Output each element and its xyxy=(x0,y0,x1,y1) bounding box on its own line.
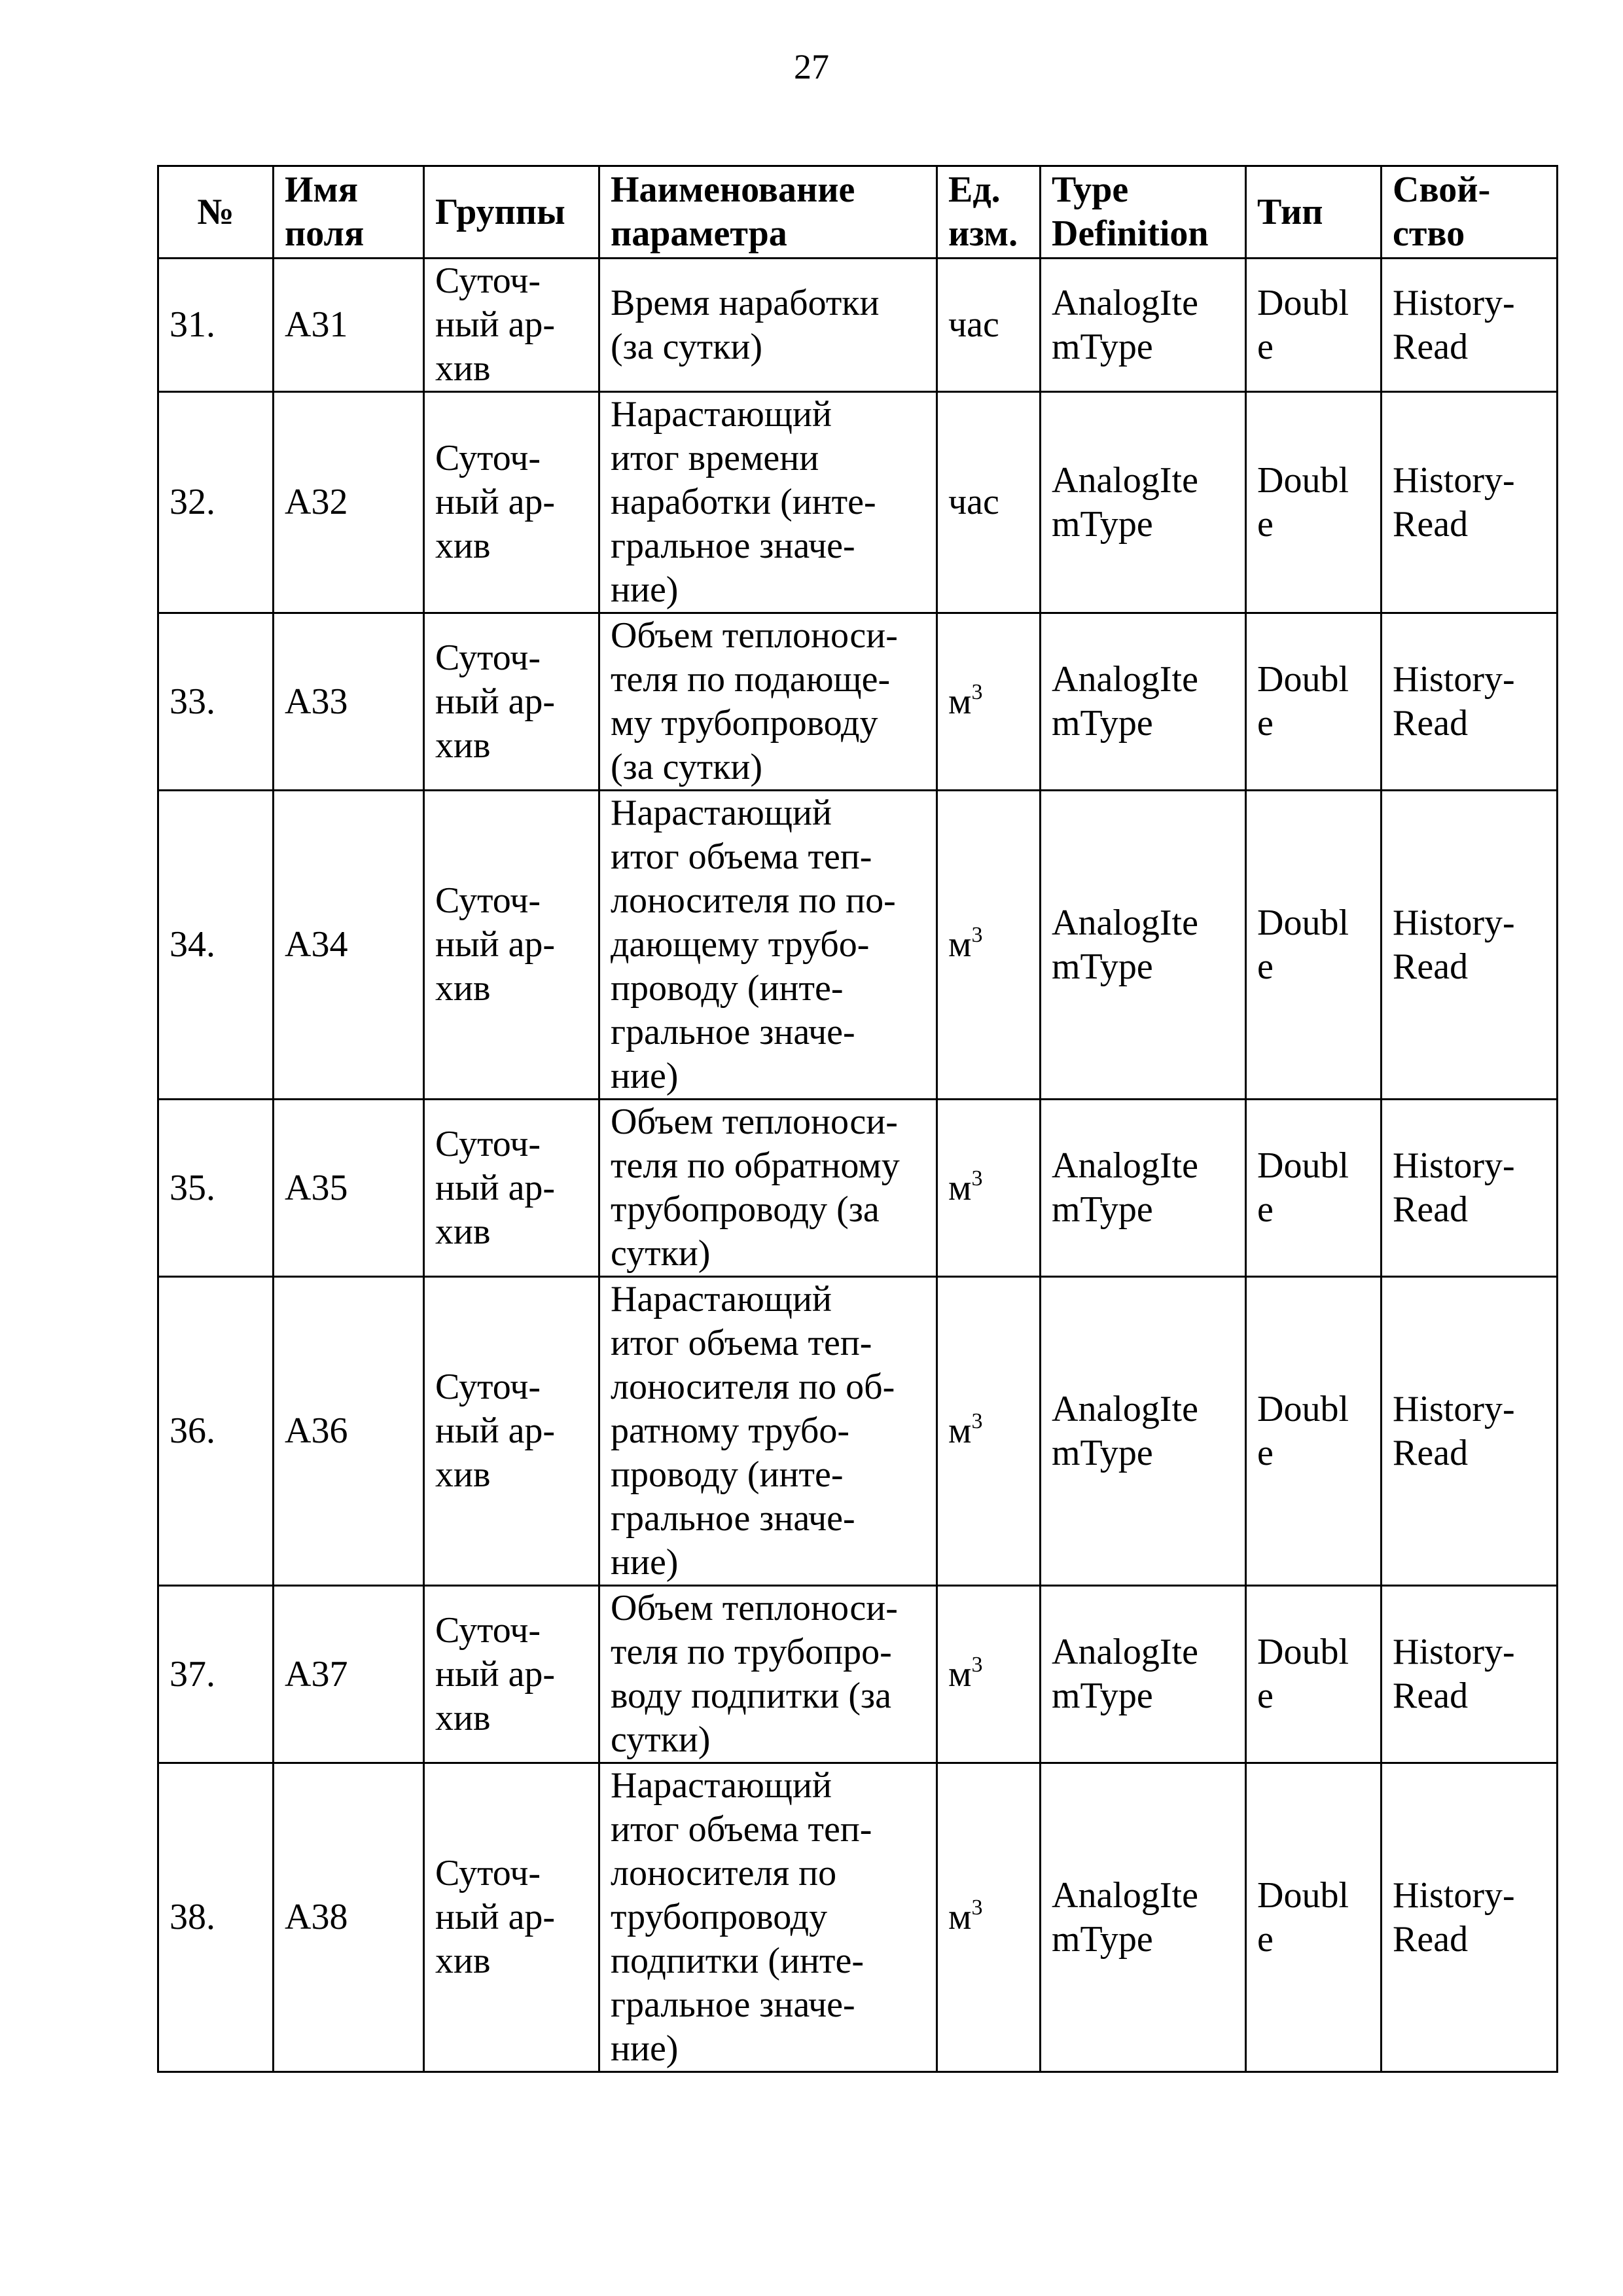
cell-line: History- xyxy=(1393,1388,1515,1429)
cell-line: теля по подающе- xyxy=(611,659,891,700)
header-data-type: Тип xyxy=(1246,166,1382,259)
header-type-definition xyxy=(1041,166,1246,259)
group-name xyxy=(424,613,599,791)
cell-line: Суточ- xyxy=(435,260,541,301)
type-definition xyxy=(1041,1277,1246,1586)
cell-line: наработки (инте- xyxy=(611,482,876,522)
cell-line: e xyxy=(1257,703,1274,744)
cell-line: History- xyxy=(1393,459,1515,501)
table-row xyxy=(158,1586,1558,1763)
cell-text: час xyxy=(948,304,999,345)
unit-superscript: 3 xyxy=(971,1652,983,1677)
cell-line: (за сутки) xyxy=(611,747,763,787)
table-header-row xyxy=(158,166,1558,259)
cell-line: лоносителя по xyxy=(611,1853,837,1893)
header-line: Definition xyxy=(1052,213,1209,254)
cell-line: AnalogIte xyxy=(1052,659,1198,700)
unit xyxy=(937,1763,1041,2072)
cell-line: AnalogIte xyxy=(1052,1388,1198,1429)
cell-line: Суточ- xyxy=(435,1367,541,1407)
data-type xyxy=(1246,791,1382,1100)
header-line: параметра xyxy=(611,213,787,254)
parameter-name xyxy=(599,613,937,791)
group-name xyxy=(424,791,599,1100)
table-row xyxy=(158,392,1558,613)
cell-line: ный ар- xyxy=(435,304,556,345)
data-type xyxy=(1246,1277,1382,1586)
row-number: 34. xyxy=(158,791,274,1100)
type-definition xyxy=(1041,1763,1246,2072)
cell-line: Doubl xyxy=(1257,659,1349,700)
cell-line: гральное значе- xyxy=(611,1012,855,1052)
group-name xyxy=(424,1100,599,1277)
field-name: A37 xyxy=(274,1586,424,1763)
cell-line: Суточ- xyxy=(435,1853,541,1893)
cell-line: хив xyxy=(435,1941,491,1981)
header-property xyxy=(1382,166,1558,259)
field-name: A38 xyxy=(274,1763,424,2072)
cell-line: mType xyxy=(1052,1432,1153,1473)
header-line: изм. xyxy=(948,213,1018,254)
field-name: A32 xyxy=(274,392,424,613)
cell-line: итог объема теп- xyxy=(611,1809,872,1850)
cell-line: Суточ- xyxy=(435,1123,541,1164)
unit-superscript: 3 xyxy=(971,1409,983,1433)
property xyxy=(1382,791,1558,1100)
cell-line: гральное значе- xyxy=(611,1984,855,2025)
table-body xyxy=(158,259,1558,2072)
cell-line: ный ар- xyxy=(435,681,556,722)
cell-line: e xyxy=(1257,946,1274,987)
cell-line: e xyxy=(1257,326,1274,367)
field-name: A31 xyxy=(274,259,424,392)
cell-line: хив xyxy=(435,1454,491,1495)
cell-line: Doubl xyxy=(1257,1874,1349,1916)
cell-line: History- xyxy=(1393,1874,1515,1916)
data-type xyxy=(1246,1586,1382,1763)
parameter-name xyxy=(599,392,937,613)
cell-line: AnalogIte xyxy=(1052,1145,1198,1186)
cell-line: Нарастающий xyxy=(611,1279,832,1319)
data-type xyxy=(1246,613,1382,791)
table-row xyxy=(158,1277,1558,1586)
unit xyxy=(937,1586,1041,1763)
cell-text: м xyxy=(948,681,972,722)
cell-line: дающему трубо- xyxy=(611,924,870,965)
cell-line: трубопроводу xyxy=(611,1897,828,1937)
cell-line: Doubl xyxy=(1257,1632,1349,1672)
cell-line: итог объема теп- xyxy=(611,836,872,877)
header-line: Свой- xyxy=(1393,170,1491,210)
field-name: A34 xyxy=(274,791,424,1100)
cell-line: ный ар- xyxy=(435,1410,556,1451)
cell-line: лоносителя по об- xyxy=(611,1367,895,1407)
unit xyxy=(937,613,1041,791)
field-name: A36 xyxy=(274,1277,424,1586)
cell-line: e xyxy=(1257,1676,1274,1716)
cell-line: Суточ- xyxy=(435,438,541,478)
property xyxy=(1382,1100,1558,1277)
group-name xyxy=(424,1277,599,1586)
parameter-name xyxy=(599,1277,937,1586)
parameter-name xyxy=(599,791,937,1100)
cell-line: History- xyxy=(1393,1632,1515,1672)
cell-line: хив xyxy=(435,526,491,566)
property xyxy=(1382,1277,1558,1586)
cell-text: м xyxy=(948,1653,972,1695)
type-definition xyxy=(1041,392,1246,613)
parameters-table xyxy=(157,165,1558,2073)
cell-line: mType xyxy=(1052,503,1153,545)
data-type xyxy=(1246,1763,1382,2072)
cell-line: (за сутки) xyxy=(611,326,763,367)
cell-line: проводу (инте- xyxy=(611,1454,844,1495)
cell-line: ный ар- xyxy=(435,1167,556,1208)
cell-line: ный ар- xyxy=(435,1653,556,1695)
cell-line: Нарастающий xyxy=(611,793,832,833)
cell-line: ние) xyxy=(611,1056,679,1096)
header-unit xyxy=(937,166,1041,259)
cell-line: Нарастающий xyxy=(611,394,832,435)
unit xyxy=(937,259,1041,392)
cell-line: Read xyxy=(1393,1676,1469,1716)
row-number: 38. xyxy=(158,1763,274,2072)
header-line: Type xyxy=(1052,170,1129,210)
header-line: поля xyxy=(285,213,365,254)
header-line: ство xyxy=(1393,213,1465,254)
cell-text: м xyxy=(948,1167,972,1208)
property xyxy=(1382,259,1558,392)
cell-line: mType xyxy=(1052,703,1153,744)
cell-line: теля по трубопро- xyxy=(611,1632,892,1672)
cell-line: History- xyxy=(1393,902,1515,943)
cell-line: проводу (инте- xyxy=(611,968,844,1009)
cell-text: м xyxy=(948,1410,972,1451)
cell-line: AnalogIte xyxy=(1052,459,1198,501)
unit-superscript: 3 xyxy=(971,1166,983,1191)
group-name xyxy=(424,1763,599,2072)
field-name: A33 xyxy=(274,613,424,791)
header-parameter-name xyxy=(599,166,937,259)
cell-line: Doubl xyxy=(1257,459,1349,501)
cell-line: итог времени xyxy=(611,438,819,478)
cell-line: e xyxy=(1257,1918,1274,1960)
row-number: 37. xyxy=(158,1586,274,1763)
type-definition xyxy=(1041,1100,1246,1277)
row-number: 31. xyxy=(158,259,274,392)
data-type xyxy=(1246,259,1382,392)
cell-line: подпитки (инте- xyxy=(611,1941,864,1981)
cell-text: м xyxy=(948,1897,972,1937)
cell-line: ный ар- xyxy=(435,1897,556,1937)
header-group: Группы xyxy=(424,166,599,259)
cell-line: AnalogIte xyxy=(1052,902,1198,943)
parameter-name xyxy=(599,259,937,392)
type-definition xyxy=(1041,791,1246,1100)
unit-superscript: 3 xyxy=(971,923,983,947)
cell-line: лоносителя по по- xyxy=(611,880,896,921)
cell-line: e xyxy=(1257,1189,1274,1230)
cell-line: трубопроводу (за xyxy=(611,1189,880,1230)
cell-line: Read xyxy=(1393,1189,1469,1230)
cell-line: Суточ- xyxy=(435,637,541,678)
property xyxy=(1382,392,1558,613)
unit xyxy=(937,1277,1041,1586)
cell-line: сутки) xyxy=(611,1233,711,1274)
cell-line: Doubl xyxy=(1257,282,1349,323)
unit xyxy=(937,791,1041,1100)
cell-line: Суточ- xyxy=(435,1609,541,1651)
header-line: Имя xyxy=(285,170,358,210)
row-number: 35. xyxy=(158,1100,274,1277)
cell-line: Doubl xyxy=(1257,1388,1349,1429)
cell-line: mType xyxy=(1052,1918,1153,1960)
data-type xyxy=(1246,392,1382,613)
cell-line: mType xyxy=(1052,1189,1153,1230)
unit-superscript: 3 xyxy=(971,679,983,704)
parameter-name xyxy=(599,1100,937,1277)
cell-line: Объем теплоноси- xyxy=(611,1588,898,1628)
field-name: A35 xyxy=(274,1100,424,1277)
cell-line: Объем теплоноси- xyxy=(611,615,898,656)
cell-line: Read xyxy=(1393,703,1469,744)
cell-line: гральное значе- xyxy=(611,1498,855,1539)
property xyxy=(1382,613,1558,791)
cell-line: хив xyxy=(435,1697,491,1738)
row-number: 36. xyxy=(158,1277,274,1586)
cell-line: ние) xyxy=(611,1542,679,1583)
cell-line: Read xyxy=(1393,946,1469,987)
cell-text: м xyxy=(948,924,972,965)
group-name xyxy=(424,1586,599,1763)
unit xyxy=(937,392,1041,613)
type-definition xyxy=(1041,259,1246,392)
cell-line: AnalogIte xyxy=(1052,1874,1198,1916)
header-line: Наименование xyxy=(611,170,855,210)
parameter-name xyxy=(599,1586,937,1763)
cell-line: воду подпитки (за xyxy=(611,1676,891,1716)
cell-line: Нарастающий xyxy=(611,1765,832,1806)
cell-line: Суточ- xyxy=(435,880,541,921)
cell-line: ный ар- xyxy=(435,924,556,965)
property xyxy=(1382,1763,1558,2072)
cell-line: mType xyxy=(1052,1676,1153,1716)
type-definition xyxy=(1041,613,1246,791)
type-definition xyxy=(1041,1586,1246,1763)
cell-line: History- xyxy=(1393,659,1515,700)
cell-line: e xyxy=(1257,503,1274,545)
cell-line: AnalogIte xyxy=(1052,282,1198,323)
cell-line: Doubl xyxy=(1257,902,1349,943)
header-field-name xyxy=(274,166,424,259)
cell-line: хив xyxy=(435,725,491,766)
cell-line: mType xyxy=(1052,326,1153,367)
cell-line: му трубопроводу xyxy=(611,703,878,744)
cell-line: хив xyxy=(435,348,491,389)
cell-line: Объем теплоноси- xyxy=(611,1102,898,1142)
table-row xyxy=(158,1763,1558,2072)
cell-line: History- xyxy=(1393,1145,1515,1186)
cell-line: ный ар- xyxy=(435,482,556,522)
group-name xyxy=(424,259,599,392)
cell-line: Read xyxy=(1393,1432,1469,1473)
cell-line: хив xyxy=(435,968,491,1009)
parameter-name xyxy=(599,1763,937,2072)
cell-line: хив xyxy=(435,1211,491,1252)
row-number: 33. xyxy=(158,613,274,791)
data-type xyxy=(1246,1100,1382,1277)
table-row xyxy=(158,259,1558,392)
cell-line: Doubl xyxy=(1257,1145,1349,1186)
page-number: 27 xyxy=(794,47,829,86)
property xyxy=(1382,1586,1558,1763)
table-row xyxy=(158,791,1558,1100)
cell-line: History- xyxy=(1393,282,1515,323)
cell-line: AnalogIte xyxy=(1052,1632,1198,1672)
table-row xyxy=(158,613,1558,791)
cell-line: теля по обратному xyxy=(611,1145,900,1186)
header-number: № xyxy=(158,166,274,259)
unit-superscript: 3 xyxy=(971,1895,983,1920)
group-name xyxy=(424,392,599,613)
header-line: Ед. xyxy=(948,170,1001,210)
cell-line: сутки) xyxy=(611,1719,711,1760)
unit xyxy=(937,1100,1041,1277)
cell-line: mType xyxy=(1052,946,1153,987)
cell-line: ние) xyxy=(611,2028,679,2069)
cell-line: Read xyxy=(1393,326,1469,367)
row-number: 32. xyxy=(158,392,274,613)
cell-text: час xyxy=(948,482,999,522)
cell-line: Read xyxy=(1393,1918,1469,1960)
cell-line: гральное значе- xyxy=(611,526,855,566)
cell-line: ние) xyxy=(611,569,679,610)
cell-line: итог объема теп- xyxy=(611,1323,872,1363)
cell-line: Время наработки xyxy=(611,282,880,323)
cell-line: e xyxy=(1257,1432,1274,1473)
table-row xyxy=(158,1100,1558,1277)
cell-line: ратному трубо- xyxy=(611,1410,850,1451)
cell-line: Read xyxy=(1393,503,1469,545)
